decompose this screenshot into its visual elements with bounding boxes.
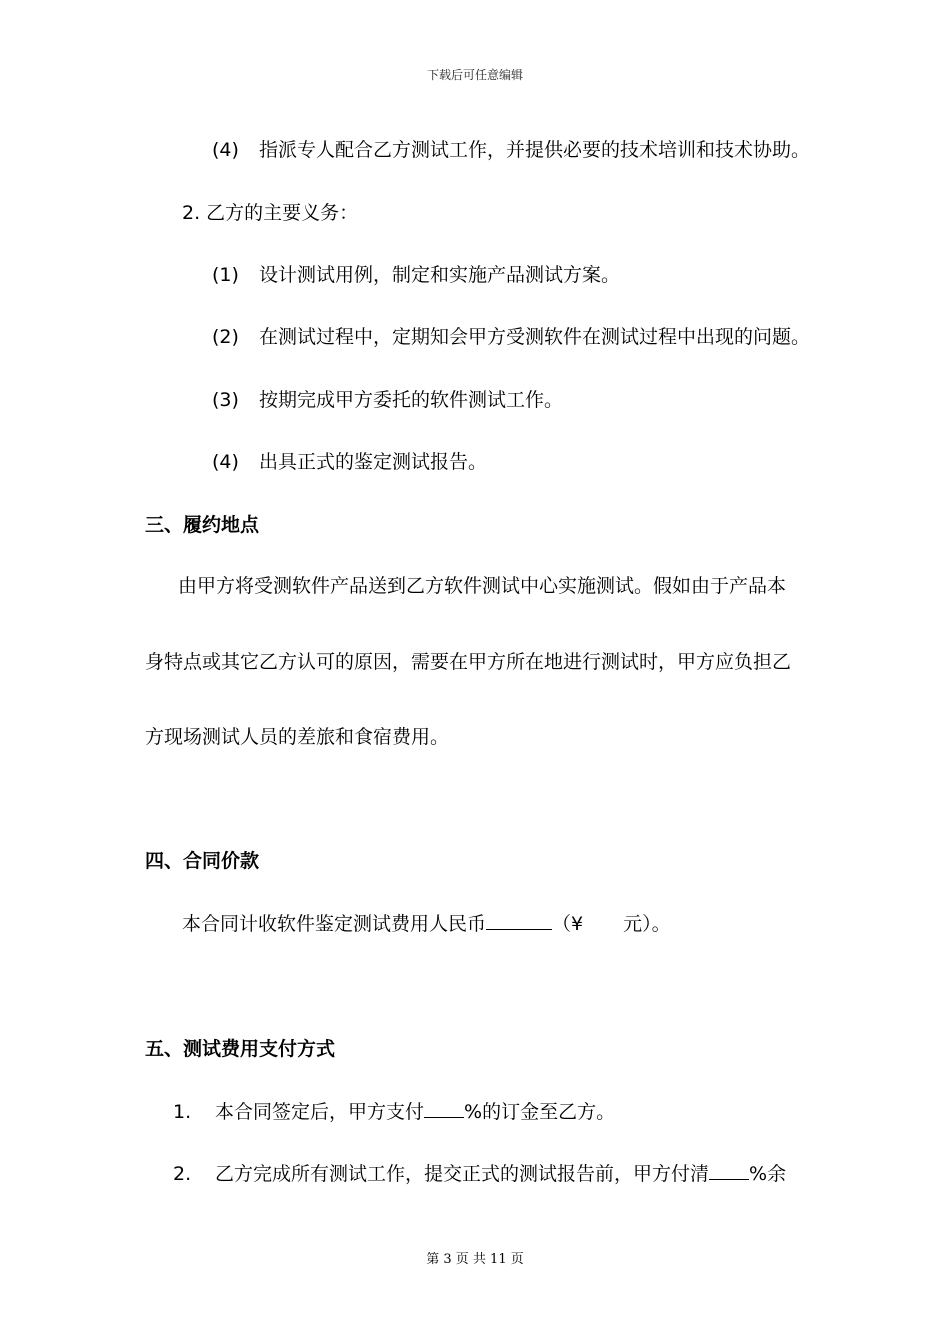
payment-item-1 [173, 1099, 615, 1124]
party-b-title: 2. 乙方的主要义务： [182, 202, 359, 224]
item-text: 指派专人配合乙方测试工作，并提供必要的技术培训和技术协助。 [259, 139, 811, 161]
item-number: 2. [173, 1163, 192, 1185]
page-header-note: 下载后可任意编辑 [426, 68, 523, 82]
price-amount-blank [486, 911, 552, 930]
item-number: (3) [212, 389, 239, 411]
item-text: 出具正式的鉴定测试报告。 [259, 451, 488, 473]
item-number: (2) [212, 326, 239, 348]
party-b-item-4 [212, 450, 487, 474]
party-b-item-2 [212, 325, 810, 349]
item-text-after: %余 [749, 1163, 787, 1185]
party-b-item-1 [212, 263, 620, 287]
section-4-heading: 四、合同价款 [145, 850, 260, 872]
section-3-para-line-1: 由甲方将受测软件产品送到乙方软件测试中心实施测试。假如由于产品本 [178, 575, 787, 597]
item-text-before: 本合同签定后，甲方支付 [215, 1101, 425, 1123]
section-5-heading: 五、测试费用支付方式 [145, 1038, 336, 1060]
party-a-item-4 [212, 138, 810, 162]
payment-item-2 [173, 1161, 786, 1186]
item-text-after: %的订金至乙方。 [464, 1101, 616, 1123]
item-text: 按期完成甲方委托的软件测试工作。 [259, 389, 564, 411]
item-text: 设计测试用例，制定和实施产品测试方案。 [259, 264, 621, 286]
page-footer: 第 3 页 共 11 页 [426, 1252, 524, 1267]
percent-blank [424, 1099, 464, 1118]
price-text-after: 元）。 [623, 913, 671, 935]
section-3-heading: 三、履约地点 [145, 514, 260, 536]
section-4-price-line [182, 911, 671, 936]
percent-blank [709, 1161, 749, 1180]
item-number: 1. [173, 1101, 192, 1123]
price-text-before: 本合同计收软件鉴定测试费用人民币 [182, 913, 487, 935]
item-text-before: 乙方完成所有测试工作，提交正式的测试报告前，甲方付清 [215, 1163, 710, 1185]
section-3-para-line-3: 方现场测试人员的差旅和食宿费用。 [145, 726, 450, 748]
item-number: (4) [212, 451, 239, 473]
item-number: (4) [212, 139, 239, 161]
party-b-item-3 [212, 388, 563, 412]
price-text-middle: （¥ [552, 913, 584, 935]
section-3-para-line-2: 身特点或其它乙方认可的原因，需要在甲方所在地进行测试时，甲方应负担乙 [145, 651, 792, 673]
item-text: 在测试过程中，定期知会甲方受测软件在测试过程中出现的问题。 [259, 326, 811, 348]
item-number: (1) [212, 264, 239, 286]
